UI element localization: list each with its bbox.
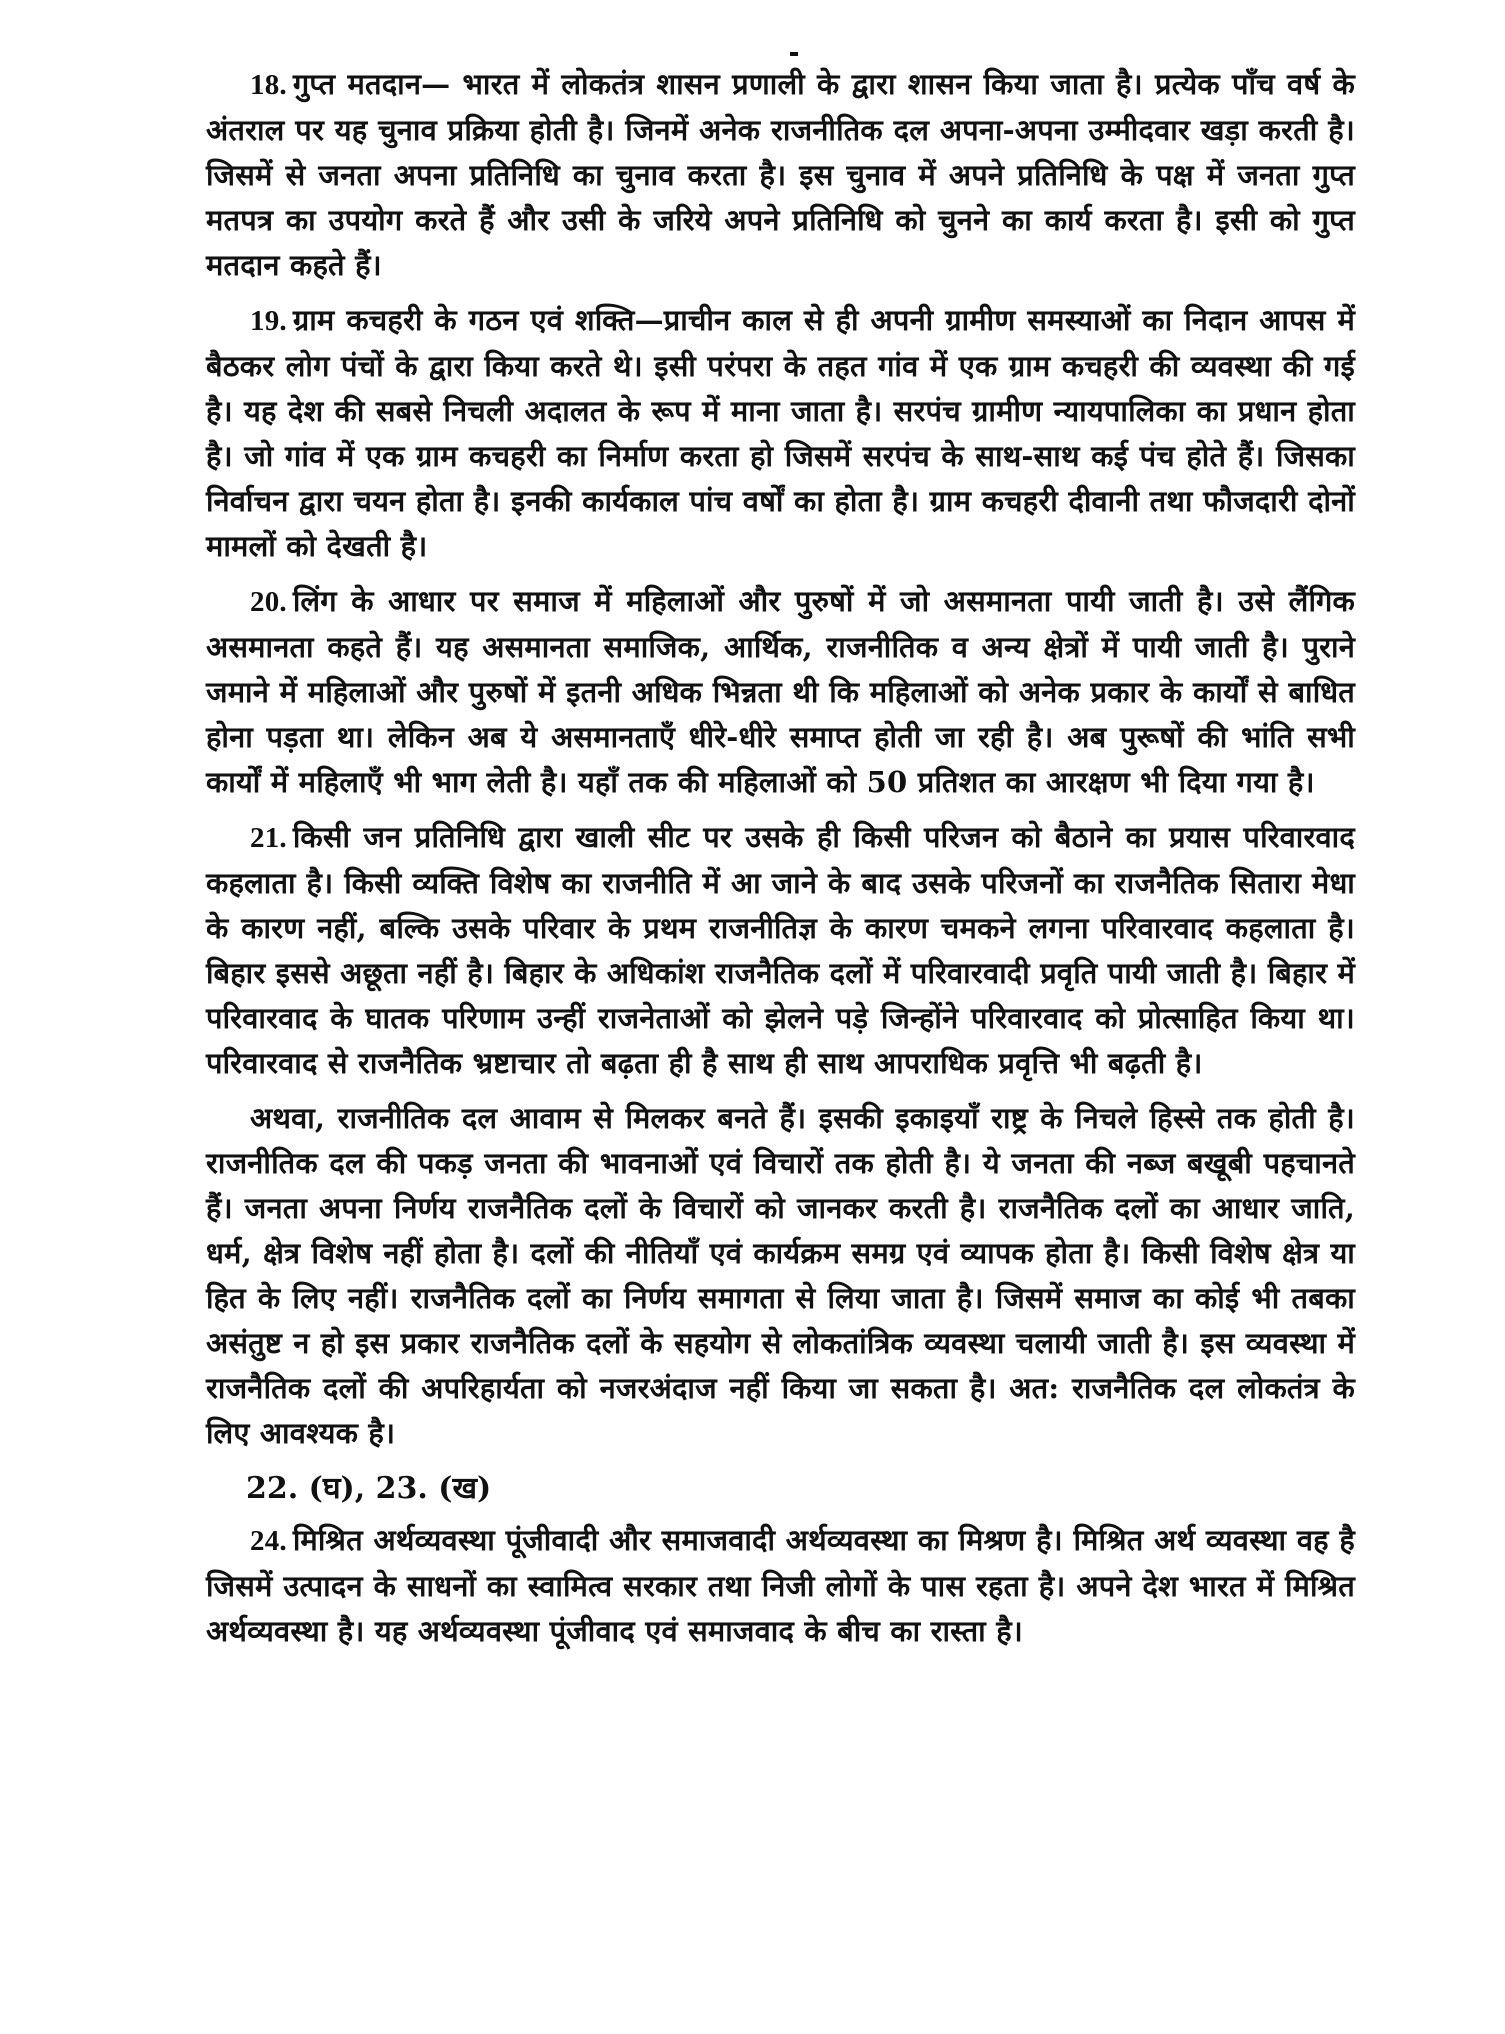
paragraph-text: किसी जन प्रतिनिधि द्वारा खाली सीट पर उसके ही किसी परिजन को बैठाने का प्रयास परिवारवाद कहलाता है। किसी व्यक्ति विशेष का राजनीति में आ जाने के बाद उसके परिजनों का राजनैतिक सितारा मेधा के कारण नहीं, बल्कि उसके परिवार के प्रथम राजनीतिज्ञ के कारण चमकने लगना परिवारवाद कहलाता है। बिहार इससे अछूता नहीं है। बिहार के अधिकांश राजनैतिक दलों में परिवारवादी प्रवृति पायी जाती है। बिहार में परिवारवाद के घातक परिणाम उन्हीं राजनेताओं को झेलने पड़े जिन्होंने परिवारवाद को प्रोत्साहित किया था। परिवारवाद से राजनैतिक भ्रष्टाचार तो बढ़ता ही है साथ ही साथ आपराधिक प्रवृत्ति भी बढ़ती है।	[206, 820, 1355, 1080]
answers-line: 22. (घ), 23. (ख)	[246, 1471, 492, 1506]
paragraph-number: 21.	[250, 822, 287, 854]
paragraph-q18	[206, 62, 1355, 288]
paragraph-text: अथवा, राजनीतिक दल आवाम से मिलकर बनते हैं। इसकी इकाइयाँ राष्ट्र के निचले हिस्से तक होती है। राजनीतिक दल की पकड़ जनता की भावनाओं एवं विचारों तक होती है। ये जनता की नब्ज बखूबी पहचानते हैं। जनता अपना निर्णय राजनैतिक दलों के विचारों को जानकर करती है। राजनैतिक दलों का आधार जाति, धर्म, क्षेत्र विशेष नहीं होता है। दलों की नीतियाँ एवं कार्यक्रम समग्र एवं व्यापक होता है। किसी विशेष क्षेत्र या हित के लिए नहीं। राजनैतिक दलों का निर्णय समागता से लिया जाता है। जिसमें समाज का कोई भी तबका असंतुष्ट न हो इस प्रकार राजनैतिक दलों के सहयोग से लोकतांत्रिक व्यवस्था चलायी जाती है। इस व्यवस्था में राजनैतिक दलों की अपरिहार्यता को नजरअंदाज नहीं किया जा सकता है। अत: राजनैतिक दल लोकतंत्र के लिए आवश्यक है।	[206, 1101, 1355, 1450]
paragraph-number: 20.	[250, 586, 287, 618]
paragraph-number: 19.	[250, 305, 287, 337]
paragraph-number: 18.	[250, 69, 287, 101]
paragraph-q21	[206, 815, 1355, 1086]
paragraph-q21-alternative	[206, 1096, 1355, 1456]
paragraph-text: मिश्रित अर्थव्यवस्था पूंजीवादी और समाजवादी अर्थव्यवस्था का मिश्रण है। मिश्रित अर्थ व्यवस्था वह है जिसमें उत्पादन के साधनों का स्वामित्व सरकार तथा निजी लोगों के पास रहता है। अपने देश भारत में मिश्रित अर्थव्यवस्था है। यह अर्थव्यवस्था पूंजीवाद एवं समाजवाद के बीच का रास्ता है।	[206, 1523, 1355, 1648]
page-mark	[790, 52, 798, 56]
paragraph-q20	[206, 579, 1355, 805]
paragraph-text: ग्राम कचहरी के गठन एवं शक्ति—प्राचीन काल से ही अपनी ग्रामीण समस्याओं का निदान आपस में बैठकर लोग पंचों के द्वारा किया करते थे। इसी परंपरा के तहत गांव में एक ग्राम कचहरी की व्यवस्था की गई है। यह देश की सबसे निचली अदालत के रूप में माना जाता है। सरपंच ग्रामीण न्यायपालिका का प्रधान होता है। जो गांव में एक ग्राम कचहरी का निर्माण करता हो जिसमें सरपंच के साथ-साथ कई पंच होते हैं। जिसका निर्वाचन द्वारा चयन होता है। इनकी कार्यकाल पांच वर्षों का होता है। ग्राम कचहरी दीवानी तथा फौजदारी दोनों मामलों को देखती है।	[206, 303, 1355, 563]
paragraph-text: लिंग के आधार पर समाज में महिलाओं और पुरुषों में जो असमानता पायी जाती है। उसे लैंगिक असमानता कहते हैं। यह असमानता समाजिक, आर्थिक, राजनीतिक व अन्य क्षेत्रों में पायी जाती है। पुराने जमाने में महिलाओं और पुरुषों में इतनी अधिक भिन्नता थी कि महिलाओं को अनेक प्रकार के कार्यों से बाधित होना पड़ता था। लेकिन अब ये असमानताएँ धीरे-धीरे समाप्त होती जा रही है। अब पुरूषों की भांति सभी कार्यों में महिलाएँ भी भाग लेती है। यहाँ तक की महिलाओं को 50 प्रतिशत का आरक्षण भी दिया गया है।	[206, 584, 1355, 799]
paragraph-number: 24.	[250, 1525, 287, 1557]
paragraph-q24	[206, 1518, 1355, 1654]
paragraph-text: गुप्त मतदान— भारत में लोकतंत्र शासन प्रणाली के द्वारा शासन किया जाता है। प्रत्येक पाँच वर्ष के अंतराल पर यह चुनाव प्रक्रिया होती है। जिनमें अनेक राजनीतिक दल अपना-अपना उम्मीदवार खड़ा करती है। जिसमें से जनता अपना प्रतिनिधि का चुनाव करता है। इस चुनाव में अपने प्रतिनिधि के पक्ष में जनता गुप्त मतपत्र का उपयोग करते हैं और उसी के जरिये अपने प्रतिनिधि को चुनने का कार्य करता है। इसी को गुप्त मतदान कहते हैं।	[206, 67, 1355, 282]
paragraph-q19	[206, 298, 1355, 569]
